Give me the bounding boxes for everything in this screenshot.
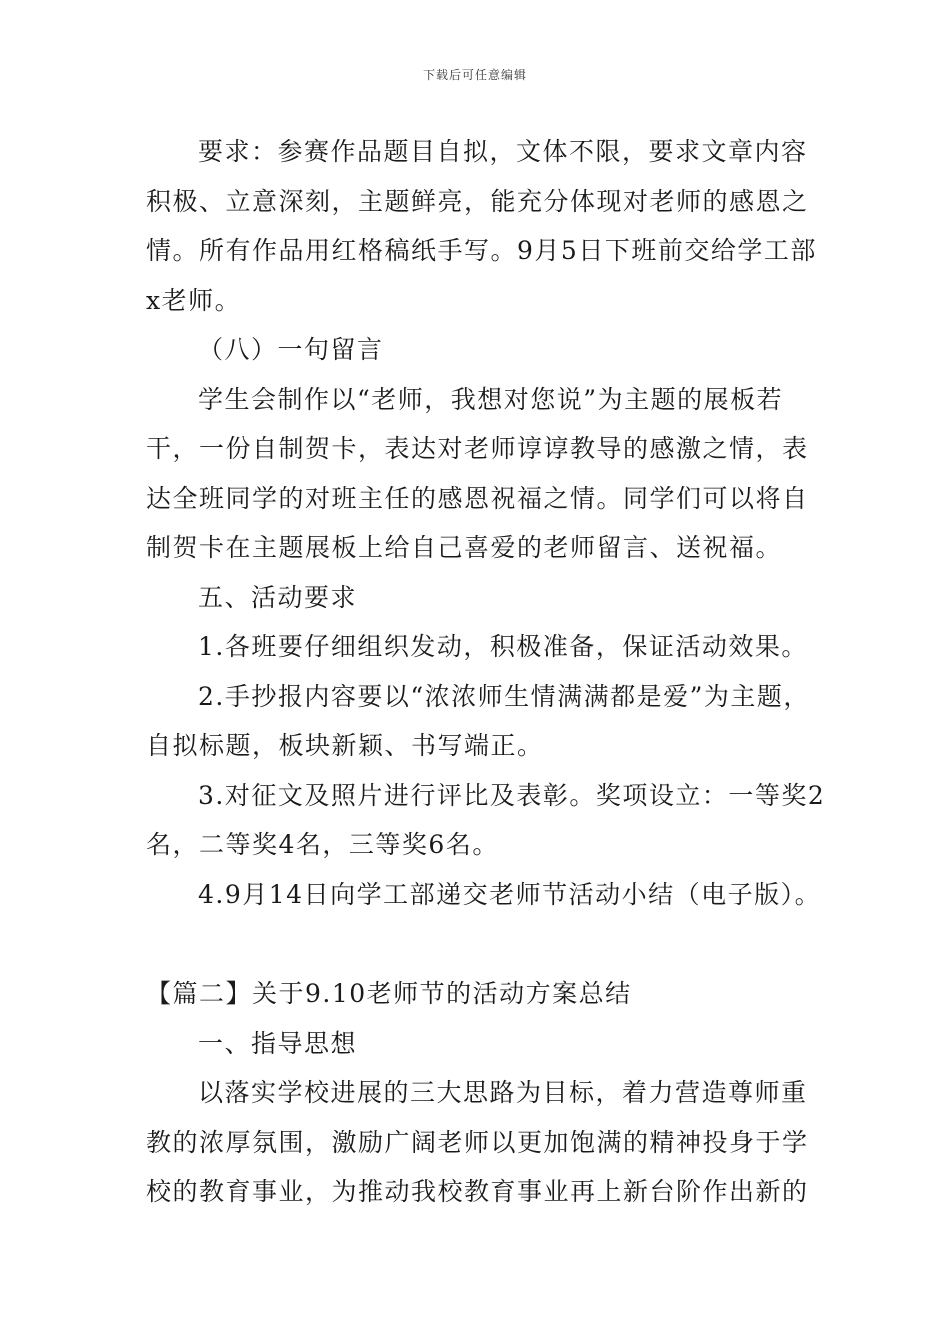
paragraph-line: x老师。 xyxy=(146,285,242,315)
list-item: 1.各班要仔细组织发动，积极准备，保证活动效果。 xyxy=(198,632,808,661)
paragraph-line: 制贺卡在主题展板上给自己喜爱的老师留言、送祝福。 xyxy=(146,533,783,562)
paragraph-line: 达全班同学的对班主任的感恩祝福之情。同学们可以将自 xyxy=(146,483,809,513)
list-item: 3.对征文及照片进行评比及表彰。奖项设立：一等奖2 xyxy=(198,780,826,810)
paragraph-line: 以落实学校进展的三大思路为目标，着力营造尊师重 xyxy=(198,1078,808,1107)
list-item: 4.9月14日向学工部递交老师节活动小结（电子版）。 xyxy=(198,879,822,909)
paragraph-line: 积极、立意深刻，主题鲜亮，能充分体现对老师的感恩之 xyxy=(146,186,809,216)
paragraph-line: 干，一份自制贺卡，表达对老师谆谆教导的感激之情，表 xyxy=(146,434,809,463)
section-heading: 五、活动要求 xyxy=(198,582,358,612)
paragraph-line: 学生会制作以“老师，我想对您说”为主题的展板若 xyxy=(198,384,784,414)
list-item: 2.手抄报内容要以“浓浓师生情满满都是爱”为主题， xyxy=(198,681,810,711)
paragraph-line: 教的浓厚氛围，激励广阔老师以更加饱满的精神投身于学 xyxy=(146,1127,809,1157)
page-header-note: 下载后可任意编辑 xyxy=(422,68,527,82)
section-heading: （八）一句留言 xyxy=(198,335,384,364)
document-body xyxy=(146,127,826,1217)
list-item-continuation: 自拟标题，板块新颖、书写端正。 xyxy=(146,731,544,760)
paragraph-line: 要求：参赛作品题目自拟，文体不限，要求文章内容 xyxy=(198,137,808,166)
list-item-continuation: 名，二等奖4名，三等奖6名。 xyxy=(146,830,499,859)
paragraph-line: 情。所有作品用红格稿纸手写。9月5日下班前交给学工部 xyxy=(146,236,817,265)
section-gap xyxy=(146,919,826,969)
paragraph-line: 校的教育事业，为推动我校教育事业再上新台阶作出新的 xyxy=(146,1177,809,1206)
section-heading: 一、指导思想 xyxy=(198,1028,358,1058)
article-title: 【篇二】关于9.10老师节的活动方案总结 xyxy=(146,979,632,1008)
